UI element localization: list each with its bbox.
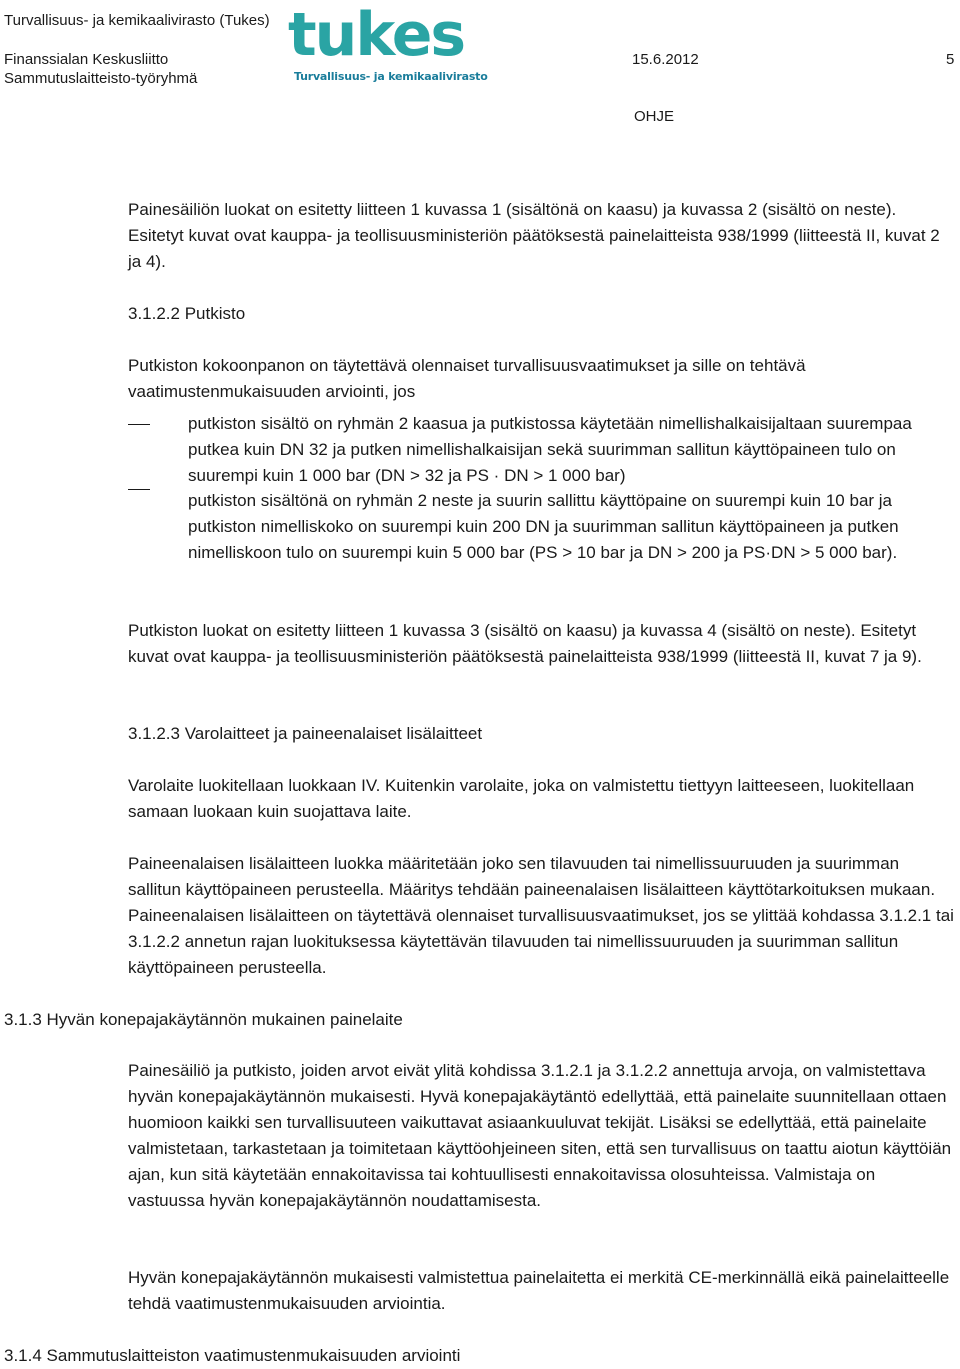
- paragraph-putkisto-luokat: Putkiston luokat on esitetty liitteen 1 kuvassa 3 (sisältö on kaasu) ja kuvassa 4 (sisältö on neste). Esitetyt kuvat ovat kauppa- ja teollisuusministeriön päätöksestä painelaitteista 938/1999 (liitteestä II, kuvat 7 ja 9).: [128, 621, 922, 666]
- paragraph-ce-merkinta: Hyvän konepajakäytännön mukaisesti valmistettua painelaitetta ei merkitä CE-merkinnällä eikä painelaitteelle tehdä vaatimustenmukaisuuden arviointia.: [128, 1268, 950, 1313]
- section-heading-hyva-konepajakaytanto: 3.1.3 Hyvän konepajakäytännön mukainen painelaite: [4, 1010, 403, 1029]
- org-name-finanssiala: Finanssialan Keskusliitto: [4, 51, 169, 68]
- logo-subtitle: Turvallisuus- ja kemikaalivirasto: [294, 70, 488, 83]
- paragraph-lisalaite: Paineenalaisen lisälaitteen luokka määritetään joko sen tilavuuden tai nimellissuuruuden ja suurimman sallitun käyttöpaineen perusteella. Määritys tehdään paineenalaisen lisälaitteen käyttötarkoituksen mukaan. Paineenalaisen lisälaitteen on täytettävä olennaiset turvallisuusvaatimukset, jos se ylittää kohdassa 3.1.2.1 tai 3.1.2.2 annetun rajan luokituksessa käytettävän tilavuuden tai nimellissuuruuden ja suurimman sallitun käyttöpaineen perusteella.: [128, 854, 954, 977]
- bullet-dash: [128, 424, 150, 425]
- list-item-kaasu: putkiston sisältö on ryhmän 2 kaasua ja putkistossa käytetään nimellishalkaisijaltaan suurempaa putkea kuin DN 32 ja putken nimellishalkaisijan sekä suurimman sallitun käyttöpaineen tulo on suurempi kuin 1 000 bar (DN > 32 ja PS · DN > 1 000 bar): [188, 414, 912, 485]
- working-group-name: Sammutuslaitteisto-työryhmä: [4, 70, 198, 87]
- document-type: OHJE: [634, 108, 675, 125]
- section-heading-varolaitteet: 3.1.2.3 Varolaitteet ja paineenalaiset lisälaitteet: [128, 724, 483, 743]
- bullet-dash: [128, 489, 150, 490]
- section-heading-putkisto: 3.1.2.2 Putkisto: [128, 304, 246, 323]
- paragraph-varolaite: Varolaite luokitellaan luokkaan IV. Kuitenkin varolaite, joka on valmistettu tiettyyn laitteeseen, luokitellaan samaan luokaan kuin suojattava laite.: [128, 776, 915, 821]
- tukes-logo: [288, 0, 488, 90]
- paragraph-painesailio-luokat: Painesäiliön luokat on esitetty liitteen 1 kuvassa 1 (sisältönä on kaasu) ja kuvassa 2 (sisältö on neste). Esitetyt kuvat ovat kauppa- ja teollisuusministeriön päätöksestä painelaitteista 938/1999 (liitteestä II, kuvat 2 ja 4).: [128, 200, 940, 271]
- list-item-neste: putkiston sisältönä on ryhmän 2 neste ja suurin sallittu käyttöpaine on suurempi kuin 10 bar ja putkiston nimelliskoko on suurempi kuin 200 DN ja suurimman sallitun käyttöpaineen ja putken nimelliskoon tulo on suurempi kuin 5 000 bar (PS > 10 bar ja DN > 200 ja PS·DN > 5 000 bar).: [188, 491, 899, 562]
- section-heading-sammutuslaitteisto: 3.1.4 Sammutuslaitteiston vaatimustenmukaisuuden arviointi: [4, 1346, 461, 1365]
- org-name-tukes: Turvallisuus- ja kemikaalivirasto (Tukes): [4, 12, 270, 29]
- document-date: 15.6.2012: [632, 51, 699, 68]
- paragraph-hyva-konepajakaytanto: Painesäiliö ja putkisto, joiden arvot eivät ylitä kohdissa 3.1.2.1 ja 3.1.2.2 annettuja arvoja, on valmistettava hyvän konepajakäytännön mukaisesti. Hyvä konepajakäytäntö edellyttää, että painelaite suunnitellaan ottaen huomioon kaikki sen turvallisuuteen vaikuttavat asiaankuuluvat tekijät. Lisäksi se edellyttää, että painelaite valmistetaan, tarkastetaan ja toimitetaan käyttöohjeineen siten, että sen turvallisuus on taattu aiotun käyttöiän ajan, kun sitä käytetään ennakoitavissa tai kohtuullisesti ennakoitavissa olosuhteissa. Valmistaja on vastuussa hyvän konepajakäytännön noudattamisesta.: [128, 1061, 952, 1210]
- paragraph-putkisto-intro: Putkiston kokoonpanon on täytettävä olennaiset turvallisuusvaatimukset ja sille on tehtävä vaatimustenmukaisuuden arviointi, jos: [128, 356, 806, 401]
- logo-wordmark: tukes: [288, 0, 465, 70]
- page-number: 5: [946, 51, 955, 68]
